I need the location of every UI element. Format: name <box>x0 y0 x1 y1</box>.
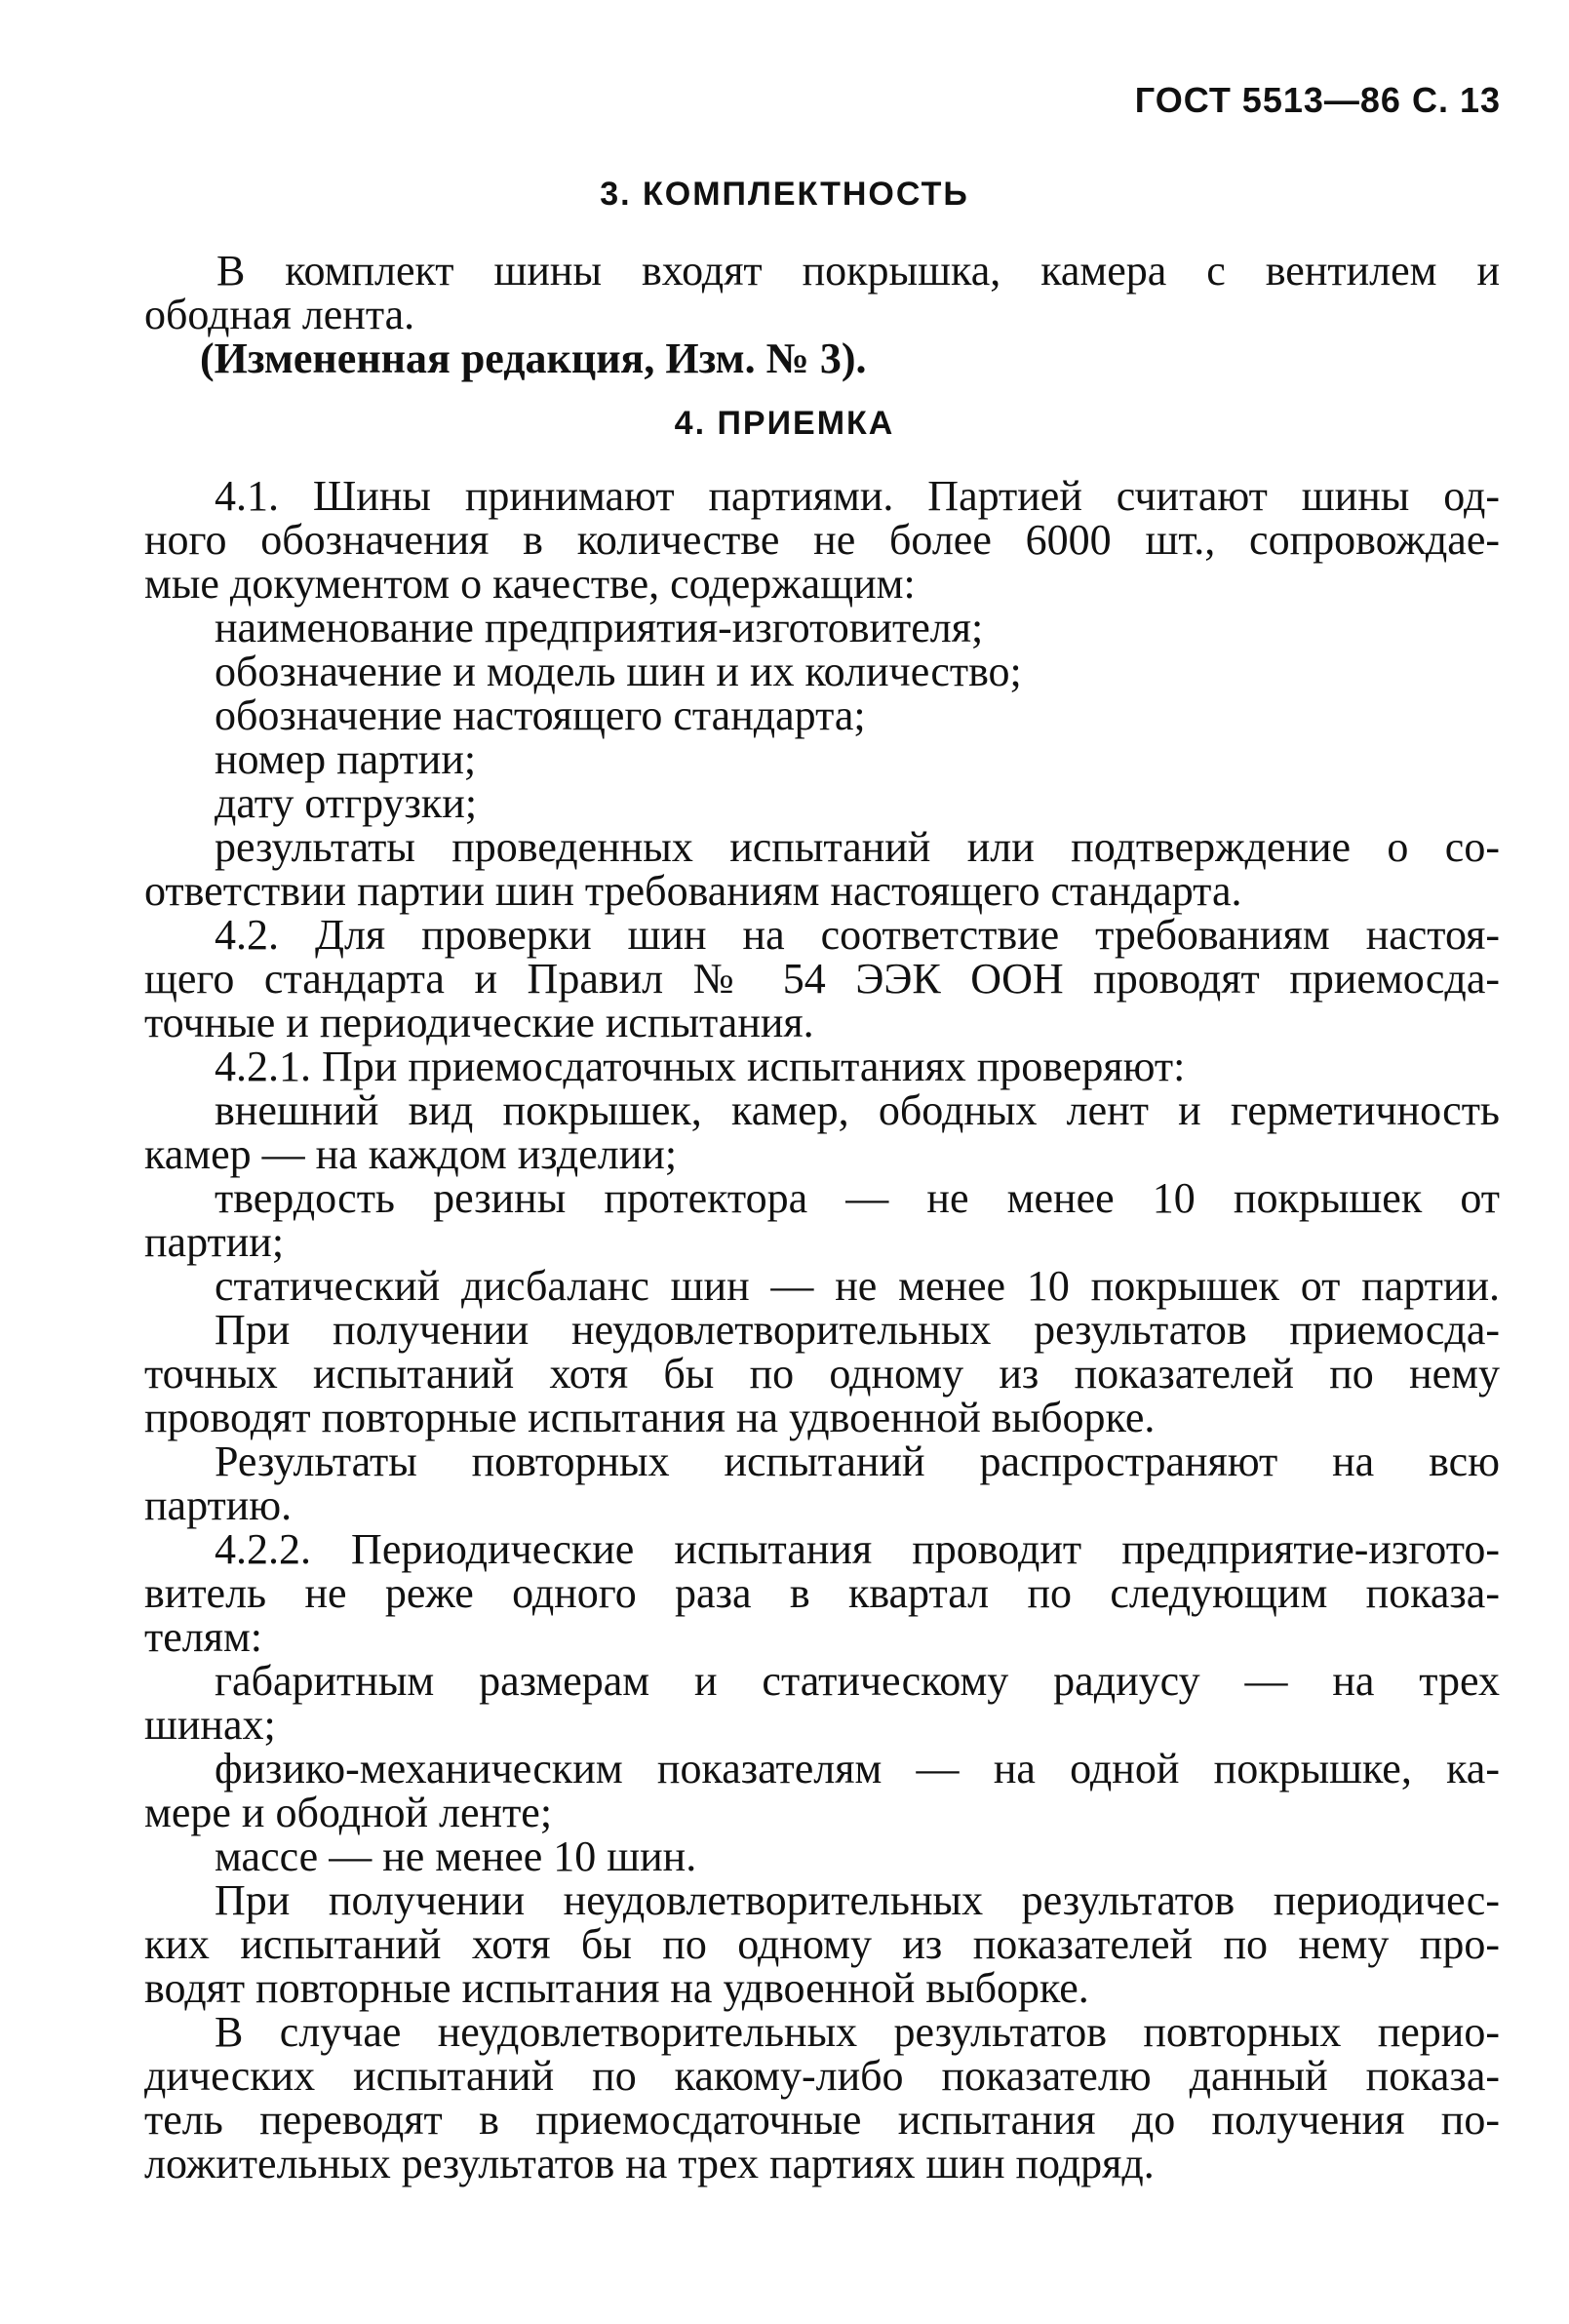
text-line: точные и периодические испытания. <box>144 999 814 1046</box>
text-line: 4.2. Для проверки шин на соответствие требованиям настоя- <box>215 911 1500 959</box>
list-item: обозначение настоящего стандарта; <box>215 691 866 739</box>
text-line: точных испытаний хотя бы по одному из показателей по нему <box>144 1350 1500 1398</box>
text-line: мере и ободной ленте; <box>144 1789 553 1836</box>
text-line: партию. <box>144 1481 293 1529</box>
text-line: шинах; <box>144 1701 276 1749</box>
list-item: результаты проведенных испытаний или подтверждение о со- <box>215 823 1500 871</box>
text-line: ного обозначения в количестве не более 6000 шт., сопровождае- <box>144 516 1500 564</box>
text-line: ответствии партии шин требованиям настоящего стандарта. <box>144 867 1242 915</box>
text-line: В комплект шины входят покрышка, камера с вентилем и <box>216 247 1500 295</box>
list-item: твердость резины протектора — не менее 10 покрышек от <box>215 1174 1500 1222</box>
text-line: щего стандарта и Правил № 54 ЭЭК ООН проводят приемосда- <box>144 955 1500 1003</box>
text-line: В случае неудовлетворительных результатов повторных перио- <box>215 2008 1500 2056</box>
text-line: ложительных результатов на трех партиях шин подряд. <box>144 2140 1155 2187</box>
list-item: обозначение и модель шин и их количество; <box>215 648 1022 695</box>
text-line: При получении неудовлетворительных результатов периодичес- <box>215 1876 1500 1924</box>
section-4-title: 4. ПРИЕМКА <box>674 405 895 442</box>
text-line: проводят повторные испытания на удвоенной выборке. <box>144 1394 1156 1441</box>
text-line: 4.2.2. Периодические испытания проводит предприятие-изгото- <box>215 1525 1500 1573</box>
list-item: наименование предприятия-изготовителя; <box>215 604 984 651</box>
text-line: водят повторные испытания на удвоенной выборке. <box>144 1964 1089 2012</box>
text-line: камер — на каждом изделии; <box>144 1130 678 1178</box>
text-line: ких испытаний хотя бы по одному из показателей по нему про- <box>144 1920 1500 1968</box>
text-line: 4.2.1. При приемосдаточных испытаниях проверяют: <box>215 1043 1186 1090</box>
list-item: дату отгрузки; <box>215 779 478 827</box>
text-line: тель переводят в приемосдаточные испытания до получения по- <box>144 2096 1500 2144</box>
text-line: ободная лента. <box>144 291 415 338</box>
text-line: Результаты повторных испытаний распространяют на всю <box>215 1438 1500 1485</box>
list-item: физико-механическим показателям — на одной покрышке, ка- <box>215 1745 1500 1792</box>
list-item: статический дисбаланс шин — не менее 10 покрышек от партии. <box>215 1262 1500 1310</box>
text-line: мые документом о качестве, содержащим: <box>144 560 916 608</box>
amendment-note: (Измененная редакция, Изм. № 3). <box>200 335 867 382</box>
page-header: ГОСТ 5513—86 С. 13 <box>1134 80 1501 120</box>
text-line: партии; <box>144 1218 285 1266</box>
list-item: внешний вид покрышек, камер, ободных лент и герметичность <box>215 1086 1500 1134</box>
text-line: При получении неудовлетворительных результатов приемосда- <box>215 1306 1500 1354</box>
section-3-title: 3. КОМПЛЕКТНОСТЬ <box>600 176 969 213</box>
list-item: номер партии; <box>215 735 477 783</box>
list-item: массе — не менее 10 шин. <box>215 1832 697 1880</box>
text-line: телям: <box>144 1613 263 1661</box>
text-line: витель не реже одного раза в квартал по следующим показа- <box>144 1569 1500 1617</box>
text-line: 4.1. Шины принимают партиями. Партией считают шины од- <box>215 472 1500 520</box>
text-line: дических испытаний по какому-либо показателю данный показа- <box>144 2052 1500 2100</box>
list-item: габаритным размерам и статическому радиусу — на трех <box>215 1657 1500 1705</box>
